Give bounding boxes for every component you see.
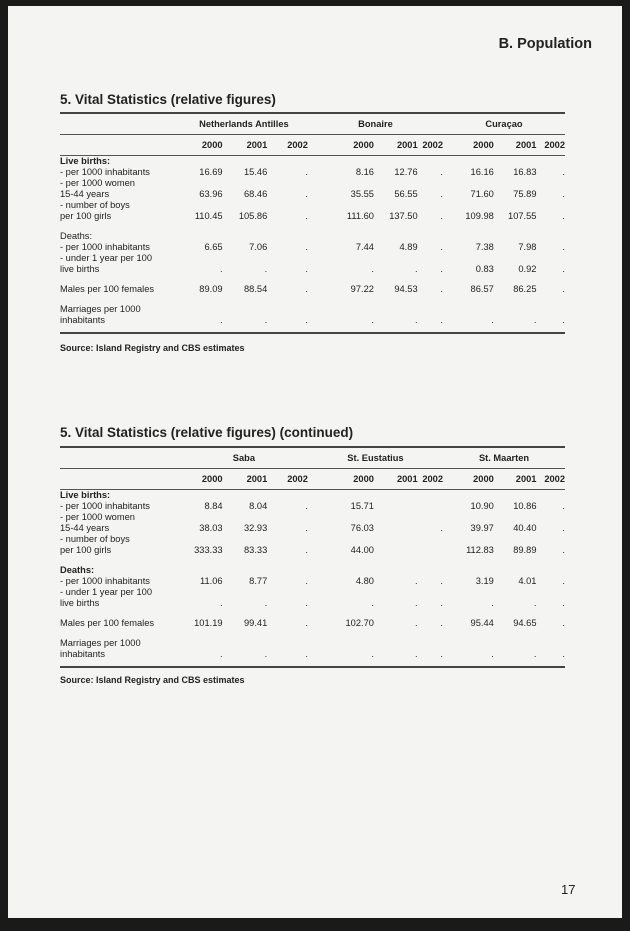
value-cell: .: [219, 264, 223, 274]
year-header: 2000: [443, 469, 494, 490]
value-cell: 7.98: [518, 242, 537, 252]
spacer-row: [60, 609, 565, 618]
value-cell: .: [440, 523, 444, 533]
row-label: - under 1 year per 100 live births: [60, 587, 152, 608]
value-cell: [308, 490, 374, 502]
value-cell: .: [562, 189, 565, 199]
value-cell: .: [305, 649, 308, 659]
value-cell: [308, 231, 374, 242]
value-cell: [374, 231, 418, 242]
value-cell: 0.83: [475, 264, 494, 274]
value-cell: [267, 156, 308, 168]
group-header: St. Maarten: [443, 447, 565, 469]
value-cell: .: [305, 167, 308, 177]
header-blank: [60, 135, 180, 156]
value-cell: .: [371, 598, 374, 608]
value-cell: 0.92: [518, 264, 537, 274]
value-cell: .: [305, 501, 308, 511]
value-cell: .: [533, 315, 537, 325]
value-cell: 7.06: [249, 242, 268, 252]
table-2-source: Source: Island Registry and CBS estimates: [60, 675, 245, 685]
value-cell: .: [533, 598, 537, 608]
table-row: [60, 231, 565, 242]
page-number: 17: [561, 882, 576, 897]
value-cell: .: [440, 618, 444, 628]
table-row: [60, 565, 565, 576]
value-cell: [223, 490, 268, 502]
spacer-row: [60, 295, 565, 304]
value-cell: .: [264, 264, 268, 274]
value-cell: [418, 501, 443, 512]
value-cell: 16.69: [199, 167, 223, 177]
value-cell: 10.86: [513, 501, 537, 511]
value-cell: [418, 565, 443, 576]
value-cell: [267, 231, 308, 242]
value-cell: 75.89: [513, 189, 537, 199]
value-cell: 112.83: [466, 545, 494, 555]
year-header-row: [60, 135, 565, 156]
table-1-source: Source: Island Registry and CBS estimates: [60, 343, 245, 353]
year-header: 2002: [418, 469, 443, 490]
row-label: - number of boys per 100 girls: [60, 534, 130, 555]
table-row: [60, 534, 565, 556]
value-cell: 99.41: [244, 618, 268, 628]
value-cell: 137.50: [389, 211, 418, 221]
value-cell: 71.60: [470, 189, 494, 199]
header-blank: [60, 469, 180, 490]
value-cell: [418, 156, 443, 168]
value-cell: .: [491, 649, 494, 659]
value-cell: .: [264, 315, 268, 325]
year-header: 2002: [536, 469, 565, 490]
value-cell: 35.55: [350, 189, 374, 199]
value-cell: 88.54: [244, 284, 268, 294]
row-label: - per 1000 women 15-44 years: [60, 178, 135, 199]
value-cell: .: [491, 315, 494, 325]
year-header: 2000: [308, 469, 374, 490]
value-cell: .: [305, 576, 308, 586]
value-cell: [374, 156, 418, 168]
value-cell: .: [305, 189, 308, 199]
value-cell: 86.57: [470, 284, 494, 294]
value-cell: [494, 231, 537, 242]
value-cell: .: [415, 315, 418, 325]
value-cell: 16.16: [470, 167, 494, 177]
spacer-row: [60, 222, 565, 231]
year-header: 2001: [494, 469, 537, 490]
value-cell: 101.19: [194, 618, 223, 628]
value-cell: .: [440, 167, 444, 177]
value-cell: .: [562, 264, 565, 274]
value-cell: .: [415, 598, 418, 608]
value-cell: 4.89: [399, 242, 418, 252]
row-label: Live births:: [60, 156, 111, 166]
value-cell: 11.06: [199, 576, 223, 586]
table-row: [60, 156, 565, 168]
section-title: B. Population: [498, 36, 592, 52]
value-cell: .: [219, 649, 223, 659]
row-label: Live births:: [60, 490, 111, 500]
group-header: Saba: [180, 447, 308, 469]
value-cell: 4.01: [518, 576, 537, 586]
group-header: Netherlands Antilles: [180, 113, 308, 135]
table-row: [60, 242, 565, 253]
value-cell: 3.19: [475, 576, 494, 586]
row-label: - per 1000 inhabitants: [60, 576, 150, 586]
value-cell: [536, 565, 565, 576]
value-cell: 111.60: [346, 211, 374, 221]
table-row: [60, 638, 565, 660]
value-cell: .: [440, 211, 444, 221]
value-cell: 107.55: [508, 211, 537, 221]
header-blank: [60, 447, 180, 469]
value-cell: [180, 231, 223, 242]
value-cell: [418, 490, 443, 502]
value-cell: [374, 565, 418, 576]
table-row: [60, 501, 565, 512]
value-cell: [308, 565, 374, 576]
value-cell: .: [491, 598, 494, 608]
value-cell: [267, 490, 308, 502]
table-row: [60, 178, 565, 200]
value-cell: .: [562, 618, 565, 628]
value-cell: .: [305, 211, 308, 221]
value-cell: [180, 490, 223, 502]
document-page: [8, 6, 622, 918]
value-cell: 110.45: [194, 211, 223, 221]
table-2-title: 5. Vital Statistics (relative figures) (continued): [60, 425, 354, 440]
value-cell: [223, 565, 268, 576]
row-label: - per 1000 inhabitants: [60, 242, 150, 252]
value-cell: .: [562, 523, 565, 533]
value-cell: [443, 231, 494, 242]
value-cell: [494, 565, 537, 576]
value-cell: .: [305, 264, 308, 274]
value-cell: [374, 501, 418, 512]
value-cell: .: [415, 576, 418, 586]
value-cell: 56.55: [394, 189, 418, 199]
row-label: - per 1000 women 15-44 years: [60, 512, 135, 533]
value-cell: [180, 565, 223, 576]
value-cell: 76.03: [350, 523, 374, 533]
value-cell: 10.90: [470, 501, 494, 511]
value-cell: [374, 490, 418, 502]
value-cell: [223, 231, 268, 242]
value-cell: 44.00: [350, 545, 374, 555]
value-cell: 32.93: [244, 523, 268, 533]
value-cell: .: [415, 618, 418, 628]
value-cell: .: [562, 242, 565, 252]
row-label: Deaths:: [60, 231, 93, 241]
value-cell: [494, 490, 537, 502]
value-cell: 95.44: [470, 618, 494, 628]
value-cell: 12.76: [394, 167, 418, 177]
value-cell: 97.22: [350, 284, 374, 294]
value-cell: .: [440, 315, 444, 325]
value-cell: .: [305, 284, 308, 294]
value-cell: .: [533, 649, 537, 659]
value-cell: 8.77: [249, 576, 268, 586]
vital-statistics-table-2: [60, 446, 565, 668]
year-header: 2002: [536, 135, 565, 156]
value-cell: .: [440, 649, 444, 659]
year-header: 2001: [494, 135, 537, 156]
value-cell: 7.38: [475, 242, 494, 252]
value-cell: [443, 156, 494, 168]
value-cell: .: [305, 315, 308, 325]
value-cell: .: [440, 189, 444, 199]
value-cell: 68.46: [244, 189, 268, 199]
value-cell: .: [440, 264, 444, 274]
table-row: [60, 512, 565, 534]
value-cell: 38.03: [199, 523, 223, 533]
value-cell: [180, 156, 223, 168]
value-cell: 8.16: [355, 167, 374, 177]
value-cell: [443, 490, 494, 502]
value-cell: [267, 565, 308, 576]
value-cell: .: [305, 242, 308, 252]
row-label: Marriages per 1000 inhabitants: [60, 638, 141, 659]
value-cell: .: [562, 545, 565, 555]
year-header-row: [60, 469, 565, 490]
row-label: Males per 100 females: [60, 618, 155, 628]
value-cell: [536, 231, 565, 242]
value-cell: [443, 565, 494, 576]
row-label: - number of boys per 100 girls: [60, 200, 130, 221]
row-label: Deaths:: [60, 565, 95, 575]
value-cell: 63.96: [199, 189, 223, 199]
value-cell: 105.86: [238, 211, 268, 221]
value-cell: .: [562, 649, 565, 659]
value-cell: .: [440, 242, 444, 252]
year-header: 2001: [374, 469, 418, 490]
spacer-row: [60, 629, 565, 638]
value-cell: [308, 156, 374, 168]
value-cell: .: [371, 264, 374, 274]
value-cell: 16.83: [513, 167, 537, 177]
value-cell: 15.46: [244, 167, 268, 177]
value-cell: 15.71: [350, 501, 374, 511]
value-cell: .: [562, 284, 565, 294]
value-cell: 86.25: [513, 284, 537, 294]
value-cell: 4.80: [355, 576, 374, 586]
table-row: [60, 167, 565, 178]
vital-statistics-table-1: [60, 112, 565, 334]
value-cell: .: [415, 649, 418, 659]
year-header: 2000: [180, 135, 223, 156]
value-cell: 94.65: [513, 618, 537, 628]
row-label: Marriages per 1000 inhabitants: [60, 304, 141, 325]
table-row: [60, 200, 565, 222]
value-cell: .: [440, 598, 444, 608]
spacer-row: [60, 556, 565, 565]
year-header: 2000: [308, 135, 374, 156]
spacer-row: [60, 275, 565, 284]
year-header: 2002: [267, 469, 308, 490]
bottom-rule: [60, 326, 565, 333]
value-cell: [223, 156, 268, 168]
value-cell: .: [440, 576, 444, 586]
value-cell: 8.84: [204, 501, 223, 511]
value-cell: .: [305, 545, 308, 555]
value-cell: .: [264, 598, 268, 608]
year-header: 2002: [418, 135, 443, 156]
year-header: 2000: [443, 135, 494, 156]
value-cell: .: [219, 315, 223, 325]
value-cell: [494, 156, 537, 168]
bottom-rule: [60, 660, 565, 667]
value-cell: .: [562, 211, 565, 221]
value-cell: 89.09: [199, 284, 223, 294]
table-row: [60, 253, 565, 275]
row-label: Males per 100 females: [60, 284, 155, 294]
group-header-row: [60, 113, 565, 135]
table-row: [60, 490, 565, 502]
row-label: - per 1000 inhabitants: [60, 167, 150, 177]
value-cell: 333.33: [194, 545, 223, 555]
table-row: [60, 284, 565, 295]
value-cell: [374, 534, 418, 556]
table-row: [60, 304, 565, 326]
value-cell: 102.70: [345, 618, 374, 628]
header-blank: [60, 113, 180, 135]
group-header: Curaçao: [443, 113, 565, 135]
year-header: 2002: [267, 135, 308, 156]
year-header: 2001: [223, 135, 268, 156]
value-cell: 7.44: [355, 242, 374, 252]
value-cell: .: [562, 167, 565, 177]
table-row: [60, 587, 565, 609]
value-cell: 40.40: [513, 523, 537, 533]
value-cell: 39.97: [470, 523, 494, 533]
value-cell: .: [305, 598, 308, 608]
group-header-row: [60, 447, 565, 469]
value-cell: 83.33: [244, 545, 268, 555]
value-cell: [418, 534, 443, 556]
year-header: 2001: [223, 469, 268, 490]
value-cell: 109.98: [465, 211, 494, 221]
value-cell: 94.53: [394, 284, 418, 294]
table-row: [60, 576, 565, 587]
row-label: - under 1 year per 100 live births: [60, 253, 152, 274]
value-cell: .: [264, 649, 268, 659]
value-cell: .: [371, 315, 374, 325]
group-header: Bonaire: [308, 113, 443, 135]
value-cell: .: [562, 598, 565, 608]
value-cell: .: [562, 576, 565, 586]
value-cell: .: [305, 618, 308, 628]
value-cell: .: [305, 523, 308, 533]
value-cell: 89.89: [513, 545, 537, 555]
table-row: [60, 618, 565, 629]
year-header: 2001: [374, 135, 418, 156]
value-cell: .: [415, 264, 418, 274]
value-cell: [374, 512, 418, 534]
row-label: - per 1000 inhabitants: [60, 501, 150, 511]
value-cell: .: [562, 501, 565, 511]
group-header: St. Eustatius: [308, 447, 443, 469]
value-cell: [418, 231, 443, 242]
value-cell: .: [562, 315, 565, 325]
year-header: 2000: [180, 469, 223, 490]
value-cell: [536, 490, 565, 502]
value-cell: .: [371, 649, 374, 659]
value-cell: 8.04: [249, 501, 268, 511]
value-cell: .: [440, 284, 444, 294]
value-cell: [536, 156, 565, 168]
value-cell: .: [219, 598, 223, 608]
value-cell: 6.65: [204, 242, 223, 252]
table-1-title: 5. Vital Statistics (relative figures): [60, 92, 276, 107]
